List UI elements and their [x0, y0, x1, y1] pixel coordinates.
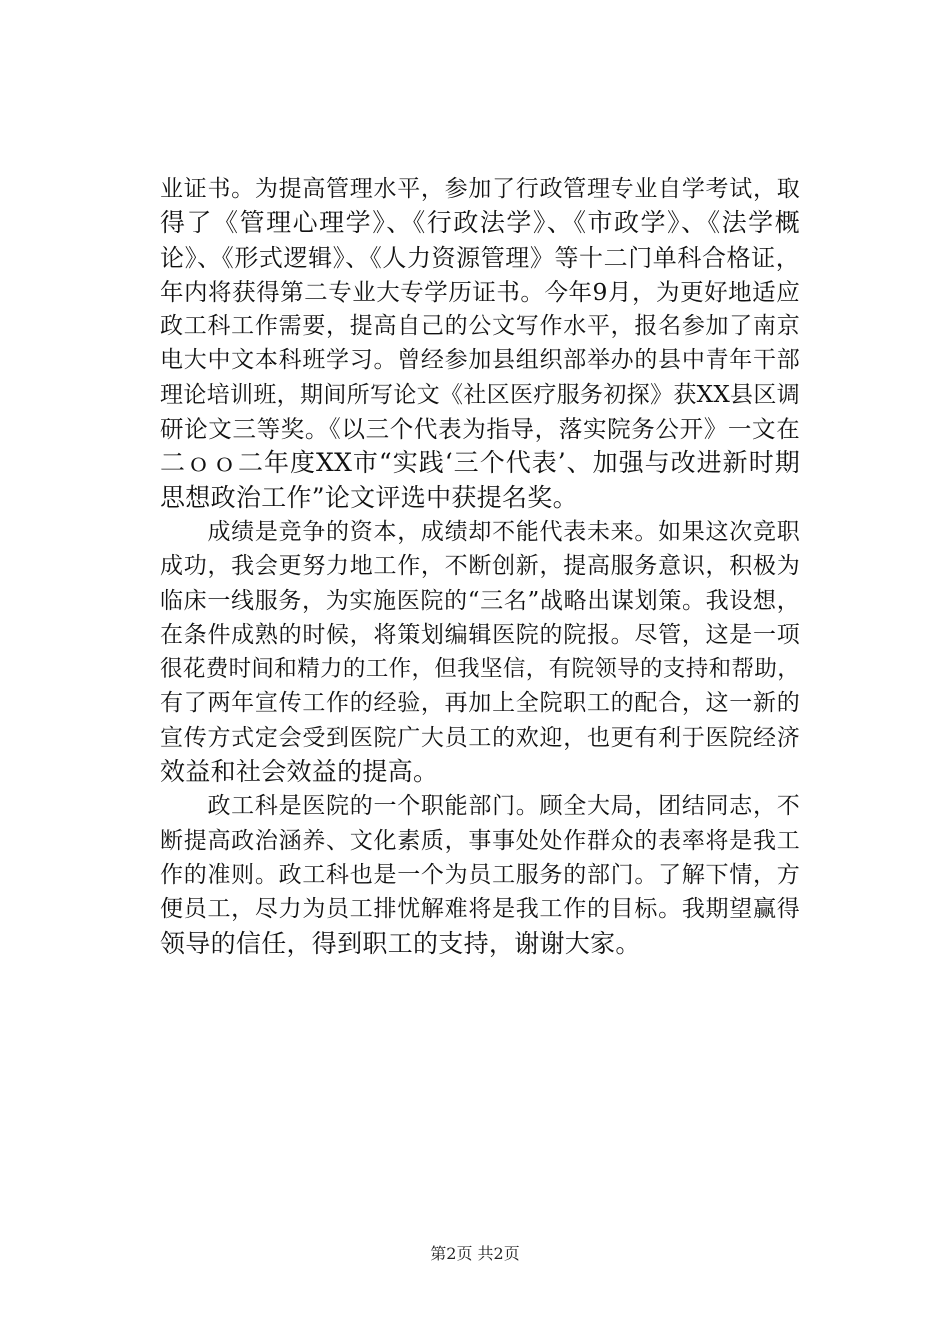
- text-line: 成功，我会更努力地工作，不断创新，提高服务意识，积极为: [160, 553, 800, 580]
- text-line: 便员工，尽力为员工排忧解难将是我工作的目标。我期望赢得: [160, 896, 800, 923]
- text-line: 在条件成熟的时候，将策划编辑医院的院报。尽管，这是一项: [160, 621, 800, 648]
- text-line: 作的准则。政工科也是一个为员工服务的部门。了解下情，方: [160, 861, 800, 888]
- text-line: 二ｏｏ二年度XX市“实践‘三个代表’、加强与改进新时期: [160, 448, 800, 478]
- text-line: 领导的信任，得到职工的支持，谢谢大家。: [160, 928, 641, 958]
- text-line: 临床一线服务，为实施医院的“三名”战略出谋划策。我设想，: [160, 587, 800, 614]
- text-line: 有了两年宣传工作的经验，再加上全院职工的配合，这一新的: [160, 690, 800, 717]
- text-line: 思想政治工作”论文评选中获提名奖。: [160, 482, 578, 512]
- text-line: 断提高政治涵养、文化素质，事事处处作群众的表率将是我工: [160, 827, 800, 854]
- text-line: 年内将获得第二专业大专学历证书。今年9月，为更好地适应: [160, 277, 800, 306]
- text-line: 论》、《形式逻辑》、《人力资源管理》等十二门单科合格证，: [160, 243, 800, 272]
- document-body: [160, 172, 800, 961]
- text-line: 理论培训班，期间所写论文《社区医疗服务初探》获XX县区调: [160, 381, 800, 408]
- text-line: 成绩是竞争的资本，成绩却不能代表未来。如果这次竞职: [160, 518, 800, 545]
- text-line: 政工科工作需要，提高自己的公文写作水平，报名参加了南京: [160, 313, 800, 340]
- text-line: 宣传方式定会受到医院广大员工的欢迎，也更有利于医院经济: [160, 724, 800, 751]
- text-line: 得了《管理心理学》、《行政法学》、《市政学》、《法学概: [160, 208, 800, 238]
- text-line: 很花费时间和精力的工作，但我坚信，有院领导的支持和帮助，: [160, 656, 800, 683]
- text-line: 效益和社会效益的提高。: [160, 757, 439, 787]
- text-line: 业证书。为提高管理水平，参加了行政管理专业自学考试，取: [160, 176, 800, 202]
- page-footer: 第2页 共2页: [430, 1244, 520, 1263]
- text-line: 政工科是医院的一个职能部门。顾全大局，团结同志，不: [160, 793, 800, 820]
- text-line: 研论文三等奖。《以三个代表为指导，落实院务公开》一文在: [160, 415, 800, 444]
- text-line: 电大中文本科班学习。曾经参加县组织部举办的县中青年干部: [160, 347, 800, 374]
